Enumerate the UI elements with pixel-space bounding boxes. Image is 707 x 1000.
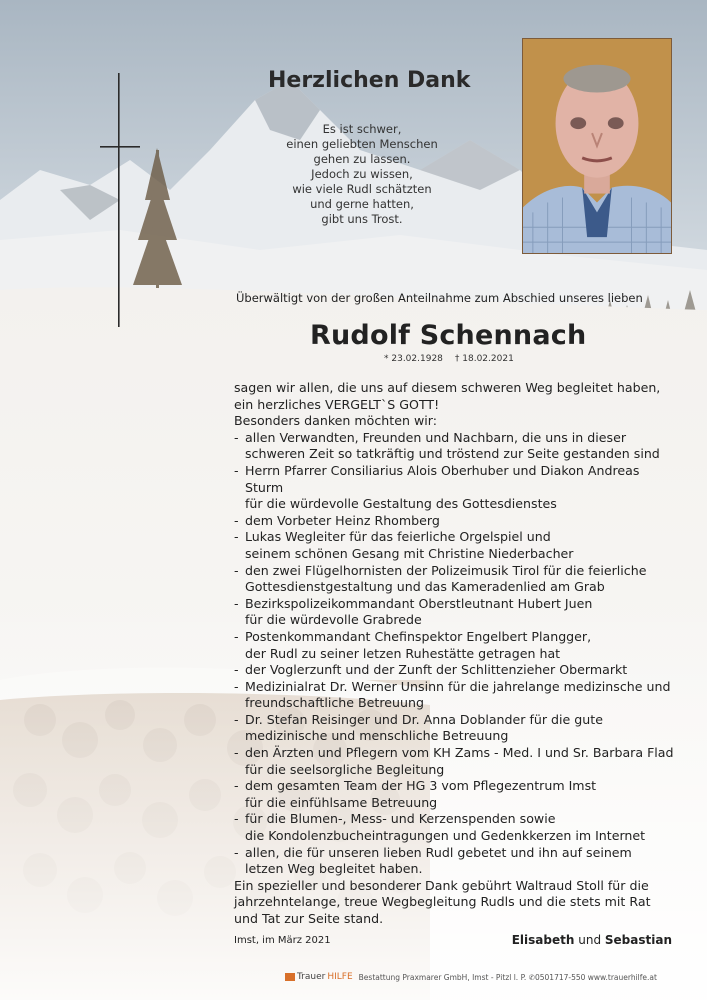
list-item: - allen, die für unseren lieben Rudl gebetet und ihn auf seinem letzen Weg begleitet haben.	[234, 845, 676, 878]
intro-text: Überwältigt von der großen Anteilnahme zum Abschied unseres lieben	[236, 291, 643, 305]
footer	[285, 972, 657, 982]
birth-date: * 23.02.1928	[384, 354, 443, 364]
signer-name: Elisabeth	[511, 933, 575, 947]
poem-line: Es ist schwer,	[322, 122, 402, 136]
thanks-intro: sagen wir allen, die uns auf diesem schweren Weg begleitet haben, ein herzliches VERGELT`S GOTT!	[234, 380, 661, 412]
list-item: - Herrn Pfarrer Consiliarius Alois Oberhuber und Diakon Andreas Sturm für die würdevolle Gestaltung des Gottesdienstes	[234, 463, 676, 513]
list-item: - Lukas Wegleiter für das feierliche Orgelspiel und seinem schönen Gesang mit Christine Niederbacher	[234, 529, 676, 562]
page-title: Herzlichen Dank	[268, 68, 471, 93]
list-item: - dem gesamten Team der HG 3 vom Pflegezentrum Imst für die einfühlsame Betreuung	[234, 778, 676, 811]
life-dates	[384, 354, 526, 364]
poem-line: wie viele Rudl schätzten	[292, 182, 432, 196]
signature	[512, 933, 672, 947]
trauerhilfe-logo	[285, 972, 353, 982]
list-item: - den zwei Flügelhornisten der Polizeimusik Tirol für die feierliche Gottesdienstgestaltung und das Kameradenlied am Grab	[234, 563, 676, 596]
list-item: - für die Blumen-, Mess- und Kerzenspenden sowie die Kondolenzbucheintragungen und Gedenkkerzen im Internet	[234, 811, 676, 844]
besonders-heading: Besonders danken möchten wir:	[234, 413, 437, 429]
poem-line: gehen zu lassen.	[313, 152, 411, 166]
signer-name: Sebastian	[604, 933, 672, 947]
poem-line: Jedoch zu wissen,	[311, 167, 413, 181]
list-item: - der Voglerzunft und der Zunft der Schlittenzieher Obermarkt	[234, 662, 676, 679]
logo-mark-icon	[285, 973, 295, 981]
list-item: - dem Vorbeter Heinz Rhomberg	[234, 513, 676, 530]
deceased-name: Rudolf Schennach	[310, 320, 587, 351]
list-item: - Postenkommandant Chefinspektor Engelbert Plangger, der Rudl zu seiner letzen Ruhestätte getragen hat	[234, 629, 676, 662]
list-item: - Medizinialrat Dr. Werner Unsinn für die jahrelange medizinsche und freundschaftliche Betreuung	[234, 679, 676, 712]
logo-text-accent: HILFE	[327, 972, 353, 982]
thanks-list	[234, 430, 676, 878]
death-date: † 18.02.2021	[454, 354, 514, 364]
signature-and: und	[578, 933, 602, 947]
poem-line: und gerne hatten,	[310, 197, 414, 211]
list-item: - allen Verwandten, Freunden und Nachbarn, die uns in dieser schweren Zeit so tatkräftig und tröstend zur Seite gestanden sind	[234, 430, 676, 463]
list-item: - den Ärzten und Pflegern vom KH Zams - Med. I und Sr. Barbara Flad für die seelsorgliche Begleitung	[234, 745, 676, 778]
place-date: Imst, im März 2021	[234, 935, 331, 946]
poem	[262, 122, 462, 227]
list-item: - Dr. Stefan Reisinger und Dr. Anna Doblander für die gute medizinische und menschliche Betreuung	[234, 712, 676, 745]
closing-text: Ein spezieller und besonderer Dank gebührt Waltraud Stoll für die jahrzehntelange, treue Wegbegleitung Rudls und die stets mit Rat und Tat zur Seite stand.	[234, 877, 651, 926]
footer-text: Bestattung Praxmarer GmbH, Imst - Pitzl l. P. ✆0501717-550 www.trauerhilfe.at	[358, 972, 657, 982]
letter-body	[234, 380, 676, 928]
poem-line: gibt uns Trost.	[321, 212, 403, 226]
poem-line: einen geliebten Menschen	[286, 137, 438, 151]
logo-text: Trauer	[297, 972, 326, 982]
list-item: - Bezirkspolizeikommandant Oberstleutnant Hubert Juen für die würdevolle Grabrede	[234, 596, 676, 629]
